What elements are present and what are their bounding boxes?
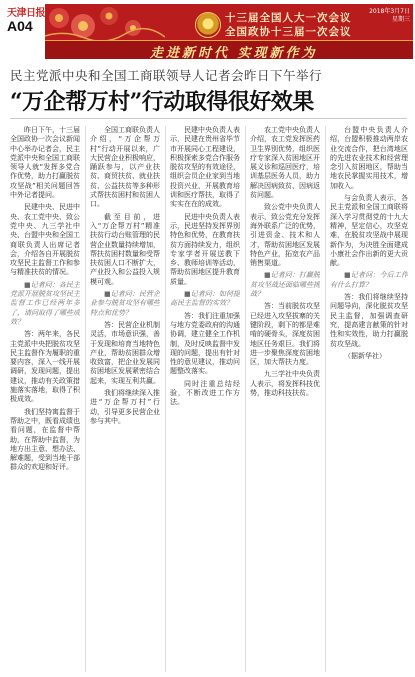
- issue-date: [358, 8, 410, 38]
- date-line: 2018年3月7日: [369, 8, 410, 15]
- question-paragraph: ■记者问：各民主党派开展脱贫攻坚民主监督工作已经两年多了，请问取得了哪些成效？: [10, 280, 80, 326]
- special-section-banner: [45, 4, 413, 59]
- question-paragraph: ■记者问：如何提高民主监督的实效？: [170, 290, 240, 308]
- national-emblem-icon: [195, 12, 221, 38]
- headline-divider: [10, 118, 407, 119]
- question-paragraph: ■记者问：民营企业参与脱贫攻坚有哪些特点和优势？: [90, 290, 160, 317]
- body-paragraph: 答：两年来，各民主党派中央把脱贫攻坚民主监督作为履职的重要内容，深入一线开展调研，发现问题，提出建议，推动有关政策措施落实落地，取得了积极成效。: [10, 330, 80, 404]
- article-headline: “万企帮万村”行动取得很好效果: [10, 89, 314, 115]
- article-column-5: [330, 126, 408, 672]
- body-paragraph: 截至目前，进入“万企帮万村”精准扶贫行动台账管理的民营企业数量持续增加，帮扶贫困村数量和受帮扶贫困人口不断扩大，产业投入和公益投入规模可观。: [90, 212, 160, 286]
- article-kicker: 民主党派中央和全国工商联领导人记者会昨日下午举行: [10, 68, 323, 83]
- body-paragraph: 我们坚持寓监督于帮助之中，既看成绩也看问题，在监督中帮助，在帮助中监督，为地方出主意、想办法、解难题，受到当地干部群众的欢迎和好评。: [10, 407, 80, 472]
- question-paragraph: ■记者问：打赢脱贫攻坚战还面临哪些挑战？: [250, 271, 320, 299]
- body-paragraph: 民建中央、民进中央、农工党中央、致公党中央、九三学社中央、台盟中央和全国工商联负责人出席记者会，介绍各自开展脱贫攻坚民主监督工作和参与精准扶贫的情况。: [10, 203, 80, 277]
- column-divider: [85, 126, 86, 672]
- body-paragraph: 与会负责人表示，各民主党派和全国工商联将深入学习贯彻党的十九大精神，坚定信心，攻坚克难，在脱贫攻坚战中展现新作为，为决胜全面建成小康社会作出新的更大贡献。: [330, 194, 408, 268]
- body-paragraph: 九三学社中央负责人表示，将发挥科技优势，推动科技扶贫。: [250, 370, 320, 398]
- question-paragraph: ■记者问：今后工作有什么打算？: [330, 271, 408, 289]
- congress-title-1: 十三届全国人大一次会议: [225, 12, 352, 24]
- article-column-2: [90, 126, 160, 672]
- body-paragraph: 民建中央负责人表示，民建在贵州省毕节市开展同心工程建设，积极探索多党合作服务脱贫攻坚的有效途径，组织会员企业家到当地投资兴业，开展教育培训和医疗帮扶，取得了实实在在的成效。: [170, 126, 240, 209]
- body-paragraph: 我们将继续深入推进“万企帮万村”行动，引导更多民营企业参与其中。: [90, 389, 160, 425]
- body-paragraph: 同时注重总结经验，不断改进工作方法。: [170, 379, 240, 407]
- page-number: A04: [7, 18, 33, 34]
- body-paragraph: 昨日下午，十三届全国政协一次会议新闻中心举办记者会，民主党派中央和全国工商联领导人就“发挥多党合作优势，助力打赢脱贫攻坚战”相关问题回答中外记者提问。: [10, 126, 80, 200]
- newspaper-logo: 天津日报: [7, 8, 45, 19]
- column-divider: [165, 126, 166, 672]
- column-divider: [325, 126, 326, 672]
- body-paragraph: 答：民营企业机制灵活，市场意识强，善于发现和培育当地特色产业，帮助贫困群众增收致富，把企业发展同贫困地区发展紧密结合起来，实现互利共赢。: [90, 320, 160, 385]
- article-column-3: [170, 126, 240, 672]
- body-paragraph: （据新华社）: [344, 351, 386, 360]
- article-column-4: [250, 126, 320, 672]
- column-divider: [245, 126, 246, 672]
- body-paragraph: 致公党中央负责人表示，致公党充分发挥海外联系广泛的优势，引进资金、技术和人才，帮助贫困地区发展特色产业，拓宽农产品销售渠道。: [250, 203, 320, 268]
- body-paragraph: 答：我们注重加强与地方党委政府的沟通协调，建立健全工作机制，及时反映监督中发现的问题，提出有针对性的意见建议，推动问题整改落实。: [170, 311, 240, 376]
- body-paragraph: 农工党中央负责人介绍，农工党发挥医药卫生界别优势，组织医疗专家深入贫困地区开展义诊和巡回医疗，培训基层医务人员，助力解决因病致贫、因病返贫问题。: [250, 126, 320, 200]
- body-paragraph: 答：我们将继续坚持问题导向，深化脱贫攻坚民主监督，加强调查研究，提高建言献策的针对性和实效性，助力打赢脱贫攻坚战。: [330, 293, 408, 348]
- body-paragraph: 台盟中央负责人介绍，台盟积极推动两岸农业交流合作，把台湾地区的先进农业技术和经营理念引入贫困地区，帮助当地农民掌握实用技术，增加收入。: [330, 126, 408, 190]
- body-paragraph: 答：当前脱贫攻坚已经进入攻坚拔寨的关键阶段，剩下的都是难啃的硬骨头，深度贫困地区任务艰巨。我们将进一步聚焦深度贫困地区，加大帮扶力度。: [250, 302, 320, 367]
- banner-slogan: 走进新时代 实现新作为: [150, 46, 318, 59]
- congress-title-2: 全国政协十三届一次会议: [225, 26, 352, 38]
- article-column-1: [10, 126, 80, 672]
- weekday-line: 星期三: [391, 16, 410, 23]
- body-paragraph: 民进中央负责人表示，民进坚持发挥界别特色和优势，在教育扶贫方面持续发力，组织专家学者开展送教下乡、教师培训等活动，帮助贫困地区提升教育质量。: [170, 212, 240, 286]
- body-paragraph: 全国工商联负责人介绍，“万企帮万村”行动开展以来，广大民营企业积极响应，踊跃参与，以产业扶贫、商贸扶贫、就业扶贫、公益扶贫等多种形式帮扶贫困村和贫困人口。: [90, 126, 160, 209]
